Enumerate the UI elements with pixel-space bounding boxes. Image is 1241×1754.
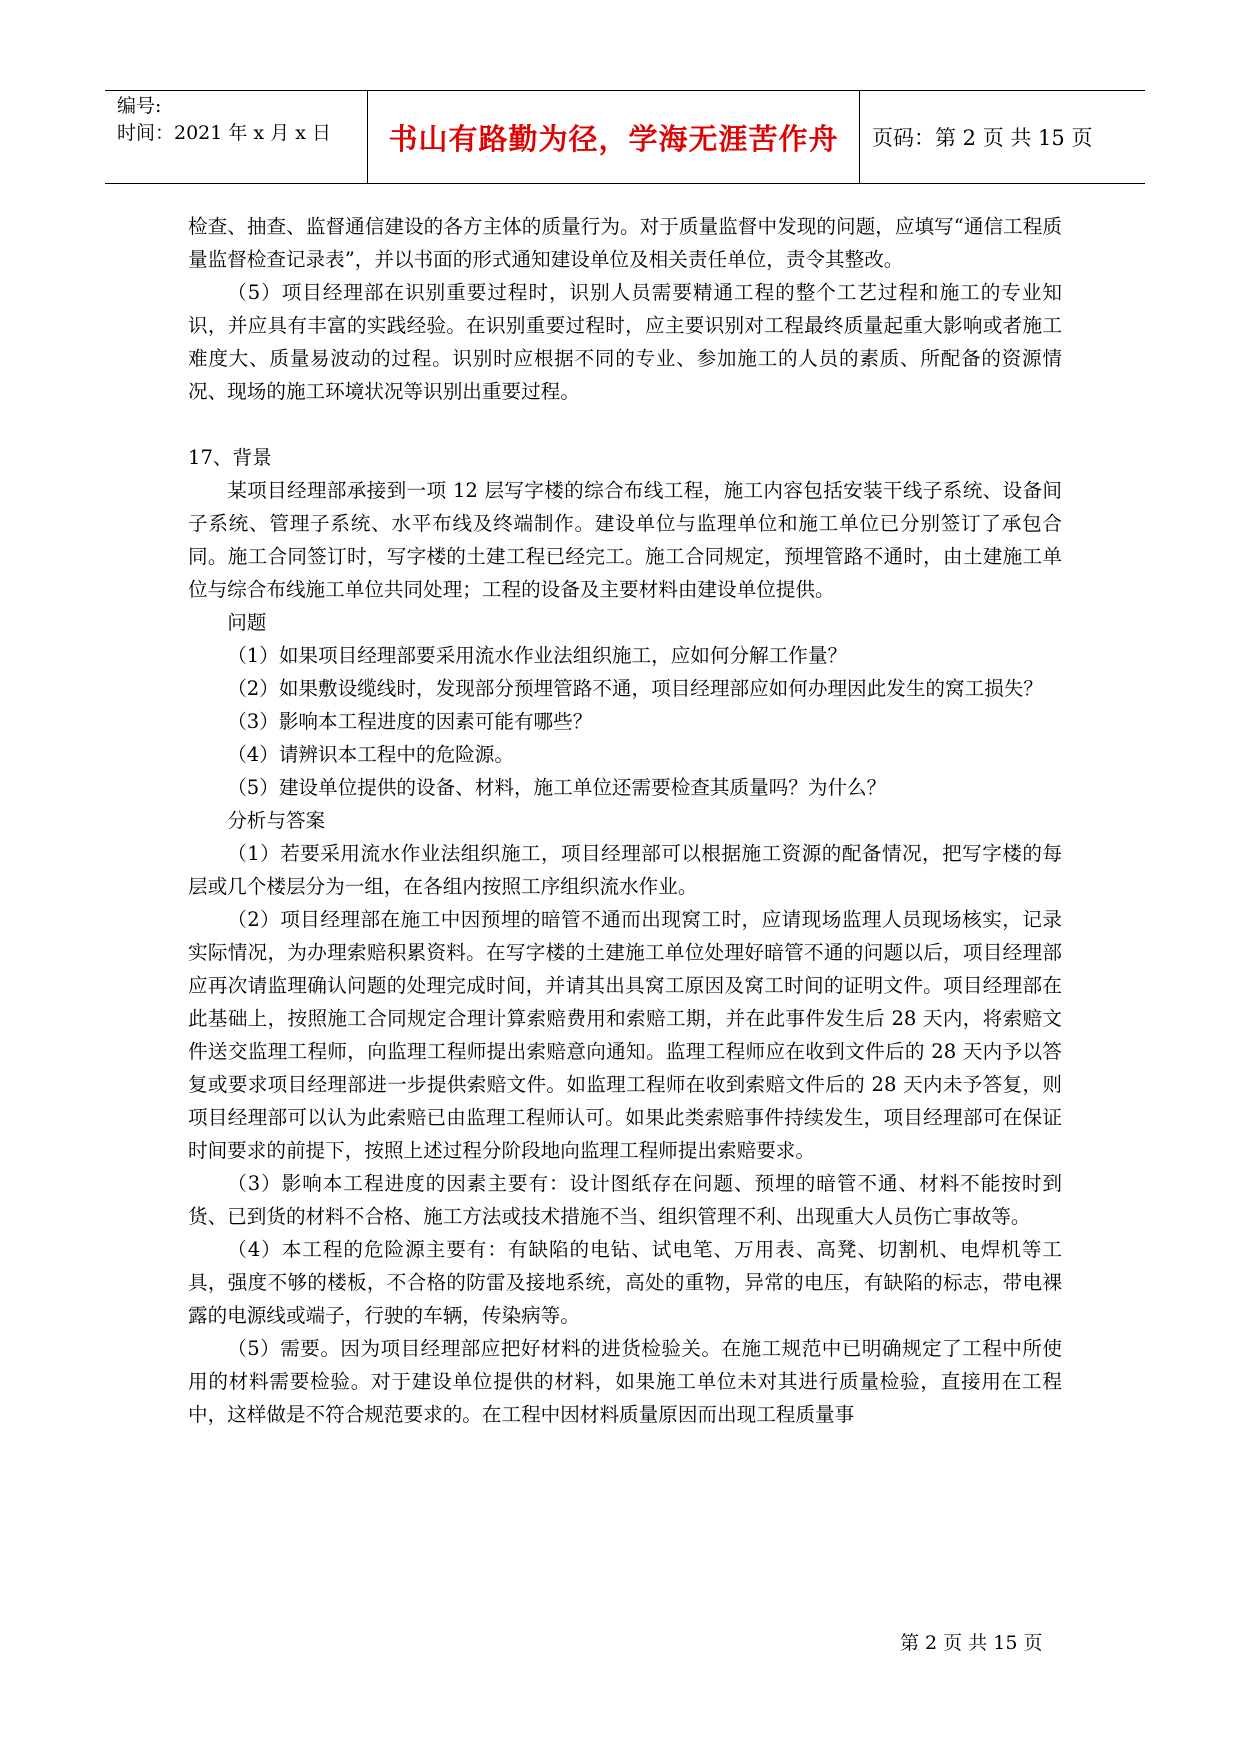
- answer-item: （5）需要。因为项目经理部应把好材料的进货检验关。在施工规范中已明确规定了工程中所使用的材料需要检验。对于建设单位提供的材料，如果施工单位未对其进行质量检验，直接用在工程中，这样做是不符合规范要求的。在工程中因材料质量原因而出现工程质量事: [188, 1337, 1062, 1426]
- subheading: 问题: [227, 611, 267, 634]
- question-item: （5）建设单位提供的设备、材料，施工单位还需要检查其质量吗？为什么？: [227, 776, 887, 799]
- answer-item: （4）本工程的危险源主要有：有缺陷的电钻、试电笔、万用表、高凳、切割机、电焊机等工具，强度不够的楼板，不合格的防雷及接地系统，高处的重物，异常的电压，有缺陷的标志，带电裸露的电源线或端子，行驶的车辆，传染病等。: [188, 1238, 1062, 1327]
- section-heading: 17、背景: [188, 446, 272, 469]
- time-label: 时间：2021 年 x 月 x 日: [117, 122, 331, 144]
- header-info-cell: [105, 91, 368, 183]
- question-item: （3）影响本工程进度的因素可能有哪些？: [227, 710, 593, 733]
- page-indicator: 页码：第 2 页 共 15 页: [872, 126, 1093, 150]
- page-header: [105, 90, 1145, 184]
- header-page-cell: [860, 91, 1145, 183]
- paragraph: 检查、抽查、监督通信建设的各方主体的质量行为。对于质量监督中发现的问题，应填写“通信工程质量监督检查记录表”，并以书面的形式通知建设单位及相关责任单位，责令其整改。: [188, 215, 1062, 271]
- question-item: （4）请辨识本工程中的危险源。: [227, 743, 514, 766]
- document-body: [188, 210, 1062, 1431]
- paragraph: 某项目经理部承接到一项 12 层写字楼的综合布线工程，施工内容包括安装干线子系统、设备间子系统、管理子系统、水平布线及终端制作。建设单位与监理单位和施工单位已分别签订了承包合同。施工合同签订时，写字楼的土建工程已经完工。施工合同规定，预埋管路不通时，由土建施工单位与综合布线施工单位共同处理；工程的设备及主要材料由建设单位提供。: [188, 479, 1062, 601]
- serial-number-label: 编号:: [117, 95, 162, 117]
- header-motto-cell: [368, 91, 860, 183]
- question-item: （1）如果项目经理部要采用流水作业法组织施工，应如何分解工作量？: [227, 644, 848, 667]
- motto-text: 书山有路勤为径，学海无涯苦作舟: [388, 121, 839, 156]
- paragraph: （5）项目经理部在识别重要过程时，识别人员需要精通工程的整个工艺过程和施工的专业知识，并应具有丰富的实践经验。在识别重要过程时，应主要识别对工程最终质量起重大影响或者施工难度大、质量易波动的过程。识别时应根据不同的专业、参加施工的人员的素质、所配备的资源情况、现场的施工环境状况等识别出重要过程。: [188, 281, 1062, 403]
- page-footer: [900, 1628, 1042, 1655]
- paragraph-gap: [188, 408, 1062, 441]
- subheading: 分析与答案: [227, 809, 326, 832]
- question-item: （2）如果敷设缆线时，发现部分预埋管路不通，项目经理部应如何办理因此发生的窝工损失？: [227, 677, 1043, 700]
- answer-item: （2）项目经理部在施工中因预埋的暗管不通而出现窝工时，应请现场监理人员现场核实，记录实际情况，为办理索赔积累资料。在写字楼的土建施工单位处理好暗管不通的问题以后，项目经理部应再次请监理确认问题的处理完成时间，并请其出具窝工原因及窝工时间的证明文件。项目经理部在此基础上，按照施工合同规定合理计算索赔费用和索赔工期，并在此事件发生后 28 天内，将索赔文件送交监理工程师，向监理工程师提出索赔意向通知。监理工程师应在收到文件后的 28 天内予以答复或要求项目经理部进一步提供索赔文件。如监理工程师在收到索赔文件后的 28 天内未予答复，则项目经理部可以认为此索赔已由监理工程师认可。如果此类索赔事件持续发生，项目经理部可在保证时间要求的前提下，按照上述过程分阶段地向监理工程师提出索赔要求。: [188, 908, 1062, 1162]
- footer-page-number: 第 2 页 共 15 页: [900, 1632, 1043, 1654]
- answer-item: （3）影响本工程进度的因素主要有：设计图纸存在问题、预埋的暗管不通、材料不能按时到货、已到货的材料不合格、施工方法或技术措施不当、组织管理不利、出现重大人员伤亡事故等。: [188, 1172, 1062, 1228]
- answer-item: （1）若要采用流水作业法组织施工，项目经理部可以根据施工资源的配备情况，把写字楼的每层或几个楼层分为一组，在各组内按照工序组织流水作业。: [188, 842, 1062, 898]
